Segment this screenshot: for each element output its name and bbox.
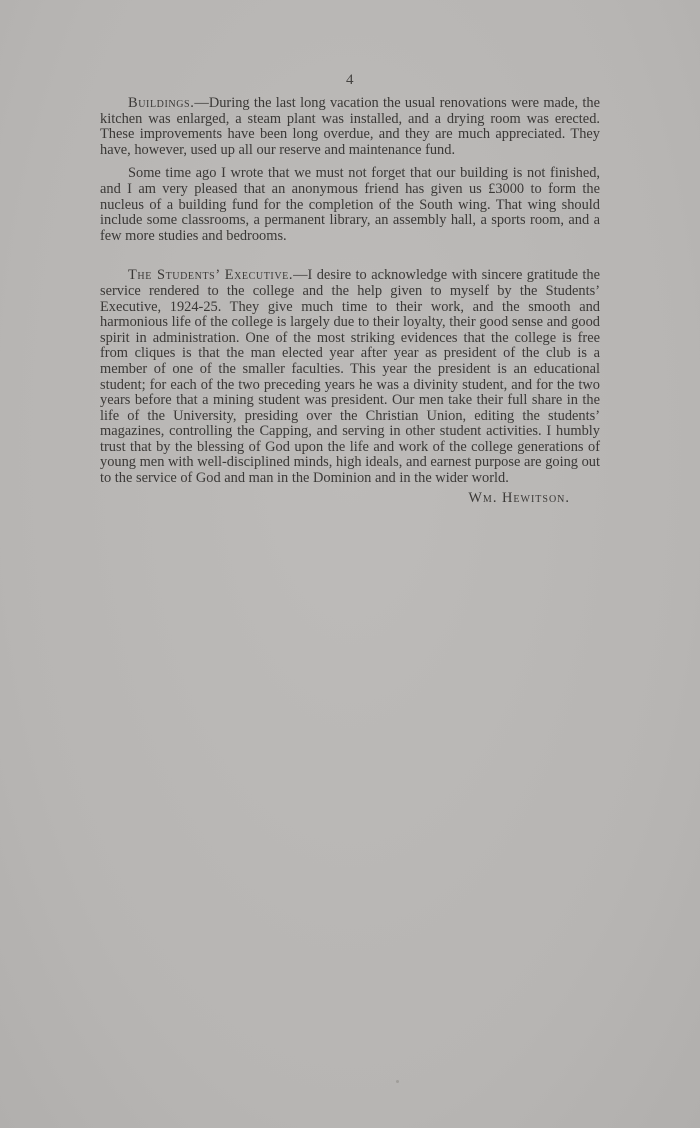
section-heading-buildings: Buildings. (128, 95, 195, 111)
paragraph-students-executive (100, 268, 600, 486)
page-body (100, 96, 600, 506)
paragraph-students-executive-text: —I desire to acknowledge with sincere gratitude the service rendered to the college and the help given to myself by the Students’ Executive, 1924-25. They give much time to their work, and the smooth and harmonious life of the college is largely due to their loyalty, their good sense and good spirit in administration. One of the most striking evidences that the college is free from cliques is that the man elected year after year as president of the club is a member of one of the smaller faculties. This year the president is an educational student; for each of the two preceding years he was a divinity student, and for the two years before that a mining student was president. Our men take their full share in the life of the University, presiding over the Christian Union, editing the students’ magazines, controlling the Capping, and serving in other student activities. I humbly trust that by the blessing of God upon the life and work of the college generations of young men with well-disciplined minds, high ideals, and earnest purpose are going out to the service of God and man in the Dominion and in the wider world. (100, 267, 600, 487)
paragraph-building-fund (100, 166, 600, 244)
page-number: 4 (346, 72, 354, 88)
section-heading-students-executive: The Students’ Executive. (128, 267, 294, 284)
paper-speck (396, 1080, 399, 1083)
paragraph-building-fund-text: Some time ago I wrote that we must not forget that our building is not finished, and I am very pleased that an anonymous friend has given us £3000 to form the nucleus of a building fund for the completion of the South wing. That wing should include some classrooms, a permanent library, an assembly hall, a sports room, and a few more studies and bedrooms. (100, 165, 600, 244)
paragraph-buildings-text: —During the last long vacation the usual renovations were made, the kitchen was enlarged, a steam plant was installed, and a drying room was erected. These improvements have been long overdue, and they are much appreciated. They have, however, used up all our reserve and maintenance fund. (100, 95, 600, 158)
paragraph-buildings (100, 96, 600, 158)
signature: Wm. Hewitson. (468, 489, 570, 506)
